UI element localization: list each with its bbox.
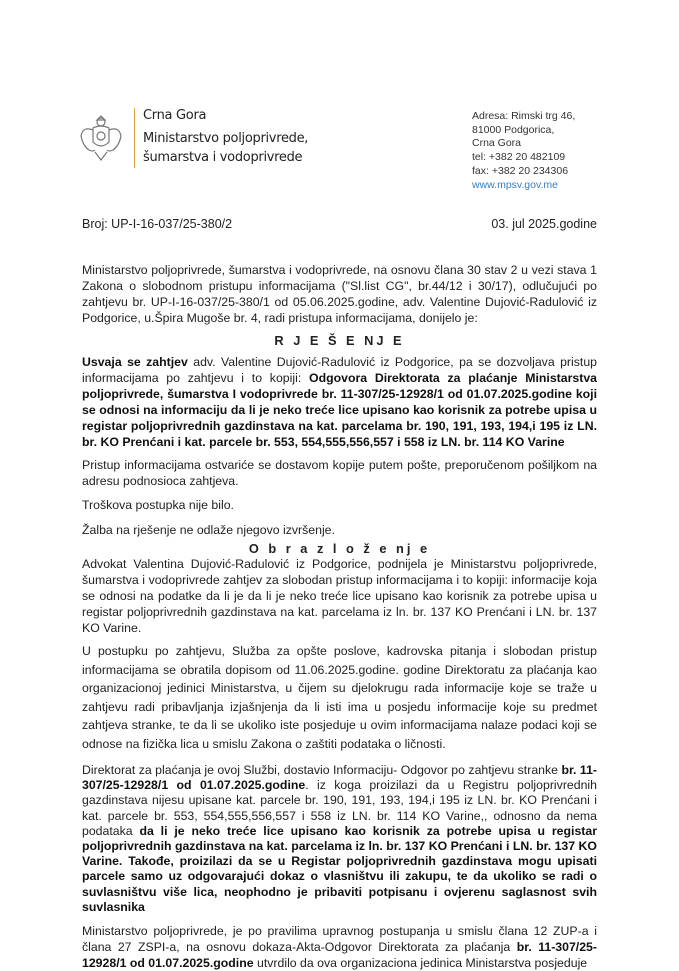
text-segment: . iz koga proizilazi da u Registru poljoprivrednih gazdinstava nijesu upisane kat. parcele br. 190, 191, 193, 194,i 195 iz LN. br. KO Prenćani i kat. parcele br. 553, 554,555,556,557 i 558 iz LN. br. 114 KO Varine,, odnosno da nema podataka (82, 778, 597, 838)
document-date: 03. jul 2025.godine (491, 217, 597, 231)
text-segment: Žalba na rješenje ne odlaže njegovo izvršenje. (82, 523, 335, 537)
fax: fax: +382 20 234306 (472, 164, 569, 177)
ministry-line-1: Ministarstvo poljoprivrede, (143, 131, 309, 146)
bold-text-segment: br. 11-307/25-12928/1 od 01.07.2025.godine (82, 940, 597, 971)
document-body (82, 262, 597, 971)
address-line: Crna Gora (472, 137, 522, 150)
bold-text-segment: da li je neko treće lice upisano kao korisnik za potrebe upisa u registar poljoprivrednih gazdinstava na kat. parcelama iz ln. br. 137 KO Prenćani i LN. br. 137 KO Varine. Takođe, proizilazi da se u Registar poljoprivrednih gazdinstava mogu upisati parcele samo uz odgovarajući dokaz o vlasništvu ili zakupu, te da ukoliko se radi o suvlasništvu više lica, neophodno je pribaviti potpisanu i ovjerenu saglasnost svih suvlasnika (82, 823, 597, 914)
contact-block (472, 110, 575, 192)
address-line: 81000 Podgorica, (472, 123, 555, 136)
text-segment: Troškova postupka nije bilo. (82, 498, 234, 512)
bold-text-segment: Odgovora Direktorata za plaćanje Ministarstva poljoprivrede, šumarstva I vodoprivrede br. 11-307/25-12928/1 od 01.07.2025.godine koji se odnosi na informaciju da li je neko treće lice upisano kao korisnik za potrebe upisa u registar poljoprivrednih gazdinstava na kat. parcelama br. 190, 191, 193, 194,i 195 iz LN. br. KO Prenćani i kat. parcele br. 553, 554,555,556,557 i 558 iz LN. br. 114 KO Varine (82, 371, 597, 449)
directorate-paragraph (82, 763, 597, 915)
text-segment: Ministarstvo poljoprivrede, je po pravilima upravnog postupanja u smislu člana 12 ZUP-a i člana 27 ZSPI-a, na osnovu dokaza-Akta-Odgovor Direktorata za plaćanja (82, 924, 597, 955)
coat-of-arms-logo (80, 112, 122, 164)
conclusion-paragraph (82, 923, 597, 971)
intro-paragraph (82, 262, 597, 326)
access-paragraph (82, 457, 597, 489)
appeal-paragraph (82, 522, 597, 538)
text-segment: Direktorat za plaćanja je ovoj Službi, dostavio Informaciju- Odgovor po zahtjevu stranke (82, 763, 562, 777)
bold-text-segment: br. 11-307/25-12928/1 od 01.07.2025.godine (82, 763, 598, 793)
decision-paragraph (82, 354, 597, 450)
decision-heading: R J E Š E NJ E (274, 333, 405, 348)
text-segment: Ministarstvo poljoprivrede, šumarstva i vodoprivrede, na osnovu člana 30 stav 2 u vezi stava 1 Zakona o slobodnom pristupu informacijama ("Sl.list CG", br.44/12 i 30/17), odlučujući po zahtjevu br. UP-I-16-037/25-380/1 od 05.06.2025.godine, adv. Valentine Dujović-Radulović iz Podgorice, u.Špira Mugoše br. 4, radi pristupa informacijama, donijelo je: (82, 263, 597, 325)
phone: tel: +382 20 482109 (472, 151, 566, 164)
request-paragraph (82, 556, 597, 636)
text-segment: Advokat Valentina Dujović-Radulović iz Podgorice, podnijela je Ministarstvu poljoprivrede, šumarstva i vodoprivrede zahtjev za slobodan pristup informacijama i to kopiji: informacije koja se odnosi na podatke da li je da li je neko treće lice upisano kao korisnik za potrebe upisa u registar poljoprivrednih gazdinstava na kat. parcelama iz ln. br. 137 KO Prenćani i LN. br. 137 KO Varine. (82, 557, 597, 635)
text-segment: utvrdilo da ova organizaciona jedinica Ministarstva posjeduje (253, 956, 588, 971)
reasoning-heading: O b r a z l o ž e nj e (248, 541, 431, 556)
bold-text-segment: Usvaja se zahtjev (82, 355, 188, 369)
header-divider (134, 108, 135, 168)
website-link[interactable]: www.mpsv.gov.me (472, 178, 558, 191)
text-segment: Pristup informacijama ostvariće se dostavom kopije putem pošte, preporučenom pošiljkom na adresu podnosioca zahtjeva. (82, 458, 597, 488)
country-name: Crna Gora (143, 108, 207, 123)
reference-number: Broj: UP-I-16-037/25-380/2 (82, 217, 233, 231)
procedure-paragraph (82, 642, 597, 753)
address-line: Adresa: Rimski trg 46, (472, 110, 576, 122)
ministry-name (143, 106, 308, 167)
text-segment: adv. Valentine Dujović-Radulović iz Podgorice, pa se dozvoljava pristup informacijama po zahtjevu i to kopiji: (82, 355, 597, 385)
costs-paragraph (82, 497, 597, 513)
text-segment: U postupku po zahtjevu, Služba za opšte poslove, kadrovska pitanja i slobodan pristup informacijama se obratila dopisom od 11.06.2025.godine. godine Direktoratu za plaćanja kao organizacionoj jedinici Ministarstva, u čijem su djelokrugu rada informacije koje se traže u zahtjevu radi pribavljanja izjašnjenja da li isti ima u posjedu informacije koje su predmet zahtjeva stranke, te da li se ukoliko iste posjeduje u ovim informacijama nalaze podaci koji se odnose na fizička lica u smislu Zakona o zaštiti podataka o ličnosti. (82, 644, 597, 751)
ministry-line-2: šumarstva i vodoprivrede (143, 150, 303, 165)
